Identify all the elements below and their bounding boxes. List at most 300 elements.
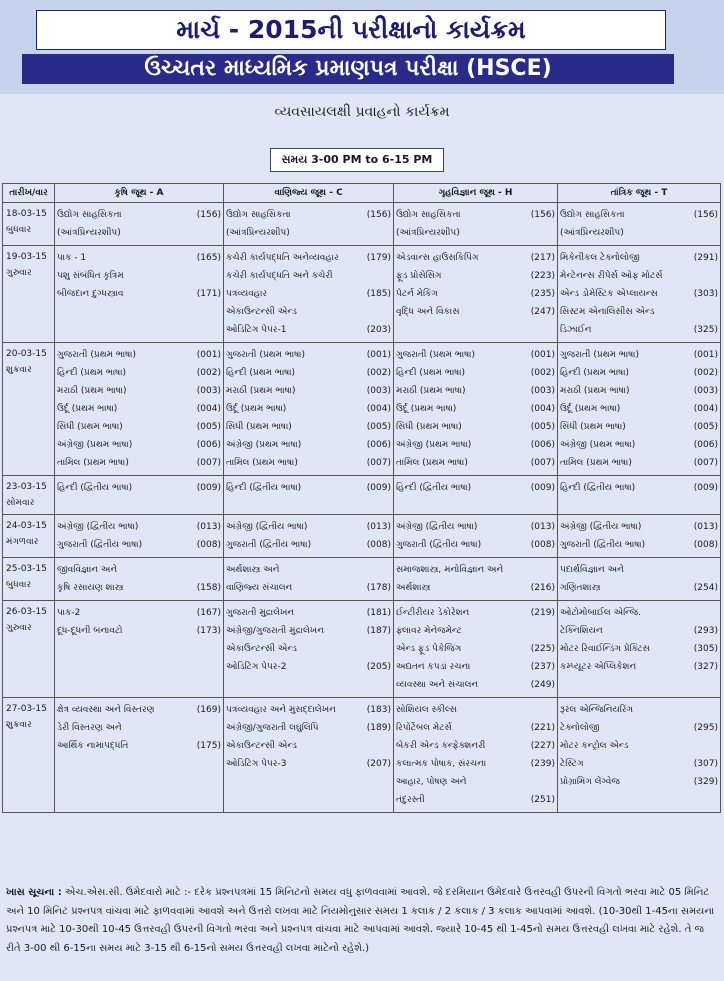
- table-row: [3, 203, 721, 246]
- time-box: સમય 3-00 PM to 6-15 PM: [270, 148, 444, 172]
- subject-line: [226, 224, 391, 242]
- exam-date: 19-03-15: [6, 252, 47, 262]
- subject-code: (156): [530, 210, 555, 220]
- schedule-table: [2, 183, 721, 813]
- page-subtitle: ઉચ્ચતર માધ્યમિક પ્રમાણપત્ર પરીક્ષા (HSCE): [22, 54, 674, 84]
- subject-name: રિપોર્ટેબલ મેટર્સ: [396, 723, 452, 733]
- subject-line: [560, 206, 718, 224]
- subject-line: [560, 719, 718, 737]
- subject-line: [226, 206, 391, 224]
- subject-name: ક્ષેત્ર વ્યવસ્થા અને વિસ્તરણ: [57, 705, 155, 715]
- subject-code: [714, 737, 718, 755]
- group-c-cell: [224, 343, 394, 476]
- group-h-cell: [394, 476, 558, 515]
- subject-line: [226, 719, 391, 737]
- subject-code: (303): [693, 289, 718, 299]
- subject-name: ઉદ્યોગ સાહસિકતા: [560, 210, 625, 220]
- subject-code: [551, 701, 555, 719]
- subject-line: [396, 249, 555, 267]
- subject-line: [226, 382, 391, 400]
- subject-code: [714, 303, 718, 321]
- subject-name: ઉદ્યોગ સાહસિકતા: [57, 210, 122, 220]
- subject-line: [57, 737, 221, 755]
- subject-line: [226, 701, 391, 719]
- subject-line: [396, 400, 555, 418]
- notice-label: ખાસ સૂચના :: [6, 887, 62, 898]
- subject-name: ગુજરાતી (દ્વિતીય ભાષા): [57, 540, 143, 550]
- group-c-cell: [224, 246, 394, 343]
- subject-code: [551, 224, 555, 242]
- subject-line: [396, 773, 555, 791]
- subject-code: [551, 561, 555, 579]
- subject-code: (189): [366, 723, 391, 733]
- subject-code: (235): [530, 289, 555, 299]
- subject-name: દૂધ-દૂધની બનાવટો: [57, 626, 123, 636]
- subject-code: (004): [693, 404, 718, 414]
- subject-code: (225): [530, 644, 555, 654]
- subject-name: સોશિયલ સ્કીલ્સ: [396, 705, 457, 715]
- subject-line: [57, 622, 221, 640]
- subject-name: સમાજશાસ્ત્ર, મનોવિજ્ઞાન અને: [396, 565, 504, 575]
- subject-line: [560, 536, 718, 554]
- subject-code: (291): [693, 253, 718, 263]
- subject-code: (003): [366, 386, 391, 396]
- subject-code: (158): [196, 583, 221, 593]
- date-cell: [3, 343, 55, 476]
- subject-line: [226, 479, 391, 497]
- subject-name: અંગ્રેજી/ગુજરાતી મુદ્રાલેખન: [226, 626, 324, 636]
- subject-name: ટેક્નિશિયન: [560, 626, 603, 636]
- subject-line: [226, 755, 391, 773]
- subject-line: [396, 346, 555, 364]
- subject-line: [57, 285, 221, 303]
- subject-code: [387, 561, 391, 579]
- col-header-technical: તાંત્રિક જૂથ - T: [558, 184, 721, 203]
- subject-line: [396, 303, 555, 321]
- subject-code: (249): [530, 680, 555, 690]
- group-a-cell: [55, 558, 224, 601]
- subject-line: [396, 791, 555, 809]
- subject-name: એન્ડ ડોમેસ્ટિક એપ્લાયન્સ: [560, 289, 658, 299]
- table-header-row: [3, 184, 721, 203]
- subject-code: (254): [693, 583, 718, 593]
- subject-name: ઉર્દૂ (પ્રથમ ભાષા): [560, 404, 621, 414]
- subject-code: (005): [366, 422, 391, 432]
- subject-line: [226, 561, 391, 579]
- subject-code: (008): [530, 540, 555, 550]
- subject-name: અંગ્રેજી (દ્વિતીય ભાષા): [560, 522, 642, 532]
- subject-name: ગુજરાતી (દ્વિતીય ભાષા): [226, 540, 312, 550]
- subject-name: ઈન્ટીરીયર ડેકોરેશન: [396, 608, 470, 618]
- subject-name: ગુજરાતી (પ્રથમ ભાષા): [226, 350, 305, 360]
- subject-name: અંગ્રેજી (દ્વિતીય ભાષા): [396, 522, 478, 532]
- subject-line: [560, 267, 718, 285]
- subject-code: [714, 224, 718, 242]
- subject-name: ગુજરાતી (દ્વિતીય ભાષા): [560, 540, 646, 550]
- subject-name: (આંત્રપ્રિન્યરશીપ): [396, 228, 460, 238]
- subject-code: [714, 267, 718, 285]
- subject-code: (187): [366, 626, 391, 636]
- subject-code: (007): [196, 458, 221, 468]
- subject-line: [57, 206, 221, 224]
- subject-name: મરાઠી (પ્રથમ ભાષા): [226, 386, 296, 396]
- group-a-cell: [55, 246, 224, 343]
- subject-line: [560, 658, 718, 676]
- subject-name: અંગ્રેજી (પ્રથમ ભાષા): [396, 440, 472, 450]
- subject-code: (327): [693, 662, 718, 672]
- subject-line: [396, 285, 555, 303]
- subject-code: [551, 622, 555, 640]
- subject-line: [396, 479, 555, 497]
- subject-name: કચેરી કાર્યપદ્ધતિ અનેવ્યવહાર: [226, 253, 339, 263]
- subject-name: ઉર્દૂ (પ્રથમ ભાષા): [57, 404, 118, 414]
- subject-line: [560, 518, 718, 536]
- subject-line: [396, 737, 555, 755]
- subject-line: [57, 518, 221, 536]
- subject-name: એન્ડ ફૂડ પેકેજિંગ: [396, 644, 462, 654]
- subject-line: [226, 640, 391, 658]
- subject-code: (001): [693, 350, 718, 360]
- subject-code: (169): [196, 705, 221, 715]
- subject-line: [57, 579, 221, 597]
- subject-line: [396, 418, 555, 436]
- subject-code: (013): [530, 522, 555, 532]
- subject-name: ગુજરાતી (પ્રથમ ભાષા): [560, 350, 639, 360]
- group-c-cell: [224, 601, 394, 698]
- subject-name: બેકરી એન્ડ કન્ફેક્શનરી: [396, 741, 486, 751]
- subject-line: [57, 364, 221, 382]
- group-a-cell: [55, 203, 224, 246]
- subject-code: (001): [366, 350, 391, 360]
- subject-line: [560, 622, 718, 640]
- col-header-home-science: ગૃહવિજ્ઞાન જૂથ - H: [394, 184, 558, 203]
- subject-line: [396, 640, 555, 658]
- subject-code: (227): [530, 741, 555, 751]
- subject-code: [217, 719, 221, 737]
- subject-name: કમ્પ્યૂટર એપ્લિકેશન: [560, 662, 637, 672]
- subject-line: [560, 561, 718, 579]
- subject-code: (217): [530, 253, 555, 263]
- subject-line: [57, 479, 221, 497]
- date-cell: [3, 515, 55, 558]
- subject-line: [226, 737, 391, 755]
- subject-line: [396, 755, 555, 773]
- subject-code: (003): [530, 386, 555, 396]
- subject-name: અદ્યતન કપડાં રચના: [396, 662, 471, 672]
- exam-day: બુધવાર: [6, 225, 32, 235]
- subject-code: (002): [530, 368, 555, 378]
- subject-name: ઓટોમોબાઈલ એન્જિ.: [560, 608, 641, 618]
- subject-name: વ્યવસ્થા અને સંચાલન: [396, 680, 479, 690]
- subject-code: [387, 737, 391, 755]
- subject-line: [396, 658, 555, 676]
- subject-line: [57, 701, 221, 719]
- table-row: [3, 558, 721, 601]
- group-c-cell: [224, 476, 394, 515]
- subject-name: પદાર્થવિજ્ઞાન અને: [560, 565, 624, 575]
- group-c-cell: [224, 558, 394, 601]
- subject-name: સિંધી (પ્રથમ ભાષા): [560, 422, 626, 432]
- subject-code: (239): [530, 759, 555, 769]
- subject-line: [57, 719, 221, 737]
- subject-line: [57, 604, 221, 622]
- subject-line: [226, 579, 391, 597]
- subject-line: [560, 321, 718, 339]
- subject-line: [396, 267, 555, 285]
- subject-code: (325): [693, 325, 718, 335]
- subject-name: મરાઠી (પ્રથમ ભાષા): [560, 386, 630, 396]
- subject-line: [560, 436, 718, 454]
- subject-code: (307): [693, 759, 718, 769]
- subject-code: (156): [693, 210, 718, 220]
- subject-name: પેટર્ન મેકિંગ: [396, 289, 438, 299]
- subject-code: (329): [693, 777, 718, 787]
- table-row: [3, 343, 721, 476]
- subject-name: બીજદાન દુગ્ધસ્ત્રાવ: [57, 289, 124, 299]
- subject-name: ફૂડ પ્રોસેસિંગ: [396, 271, 442, 281]
- subject-name: હિન્દી (દ્વિતીય ભાષા): [560, 483, 636, 493]
- subject-code: (219): [530, 608, 555, 618]
- subject-name: અંગ્રેજી/ગુજરાતી લઘુલિપિ: [226, 723, 319, 733]
- table-row: [3, 246, 721, 343]
- subject-name: હિન્દી (પ્રથમ ભાષા): [57, 368, 127, 378]
- subject-code: (008): [196, 540, 221, 550]
- subject-line: [226, 454, 391, 472]
- subject-line: [560, 285, 718, 303]
- subject-code: (205): [366, 662, 391, 672]
- subject-line: [57, 418, 221, 436]
- subject-code: [387, 303, 391, 321]
- subject-code: (175): [196, 741, 221, 751]
- subject-code: (002): [693, 368, 718, 378]
- group-t-cell: [558, 203, 721, 246]
- exam-day: બુધવાર: [6, 580, 32, 590]
- date-cell: [3, 601, 55, 698]
- subject-name: એકાઉન્ટન્સી એન્ડ: [226, 741, 297, 751]
- subject-code: (251): [530, 795, 555, 805]
- subject-code: (005): [693, 422, 718, 432]
- subject-line: [396, 676, 555, 694]
- subject-name: ઓડિટિંગ પેપર-1: [226, 325, 287, 335]
- subject-line: [57, 454, 221, 472]
- subject-name: સિંધી (પ્રથમ ભાષા): [396, 422, 462, 432]
- subject-code: (007): [530, 458, 555, 468]
- subject-name: મરાઠી (પ્રથમ ભાષા): [396, 386, 466, 396]
- subject-code: [387, 640, 391, 658]
- subject-line: [396, 536, 555, 554]
- subject-line: [226, 436, 391, 454]
- subject-code: [387, 224, 391, 242]
- subject-code: (178): [366, 583, 391, 593]
- subject-name: વાણિજ્ય સંચાલન: [226, 583, 293, 593]
- subject-line: [57, 249, 221, 267]
- subject-code: (156): [196, 210, 221, 220]
- exam-day: મંગળવાર: [6, 537, 39, 547]
- subject-line: [560, 479, 718, 497]
- page-title: માર્ચ - 2015ની પરીક્ષાનો કાર્યક્રમ: [36, 10, 666, 50]
- subject-name: ફ્લાવર મેનેજમેન્ટ: [396, 626, 462, 636]
- subject-line: [226, 321, 391, 339]
- subject-name: ટેસ્ટિંગ: [560, 759, 584, 769]
- subject-line: [396, 382, 555, 400]
- col-header-date: તારીખ/વાર: [3, 184, 55, 203]
- schedule-panel: [0, 94, 724, 981]
- subject-line: [560, 382, 718, 400]
- subject-line: [226, 622, 391, 640]
- exam-day: સોમવાર: [6, 498, 35, 508]
- subject-line: [226, 346, 391, 364]
- subject-line: [396, 454, 555, 472]
- subject-code: (013): [196, 522, 221, 532]
- exam-date: 20-03-15: [6, 349, 47, 359]
- exam-day: શુક્રવાર: [6, 365, 32, 375]
- notice-text: એચ.એસ.સી. ઉમેદવારો માટે :- દરેક પ્રશ્નપત્રમાં 15 મિનિટનો સમય વધુ ફાળવવામાં આવશે. જે દરમિયાન ઉમેદવારે ઉત્તરવહી ઉપરની વિગતો ભરવા માટે 05 મિનિટ અને 10 મિનિટ પ્રશ્નપત્ર વાંચવા માટે ફાળવવામાં આવશે અને ઉત્તરો લખવા માટે નિયમોનુસાર સમય 1 કલાક / 2 કલાક / 3 કલાક આપવામાં આવશે. (10-30થી 1-45ના સમયના પ્રશ્નપત્ર માટે 10-30થી 10-45 ઉત્તરવહી ઉપરની વિગતો ભરવા અને પ્રશ્નપત્ર વાંચવા માટે આપવામાં આવશે. જ્યારે 10-45 થી 1-45નો સમય ઉત્તરવહી લખવા માટે રહેશે. તે જ રીતે 3-00 થી 6-15ના સમય માટે 3-15 થી 6-15નો સમય ઉત્તરવહી લખવા માટેનો રહેશે.): [6, 887, 715, 954]
- subject-code: (009): [366, 483, 391, 493]
- subject-code: (305): [693, 644, 718, 654]
- subject-name: પત્રવ્યવહાર અને મુસદ્દાલેખન: [226, 705, 336, 715]
- subject-line: [560, 303, 718, 321]
- group-t-cell: [558, 601, 721, 698]
- subject-name: (આંત્રપ્રિન્યરશીપ): [560, 228, 624, 238]
- date-cell: [3, 698, 55, 813]
- subject-code: (008): [366, 540, 391, 550]
- subject-line: [226, 518, 391, 536]
- subject-line: [226, 303, 391, 321]
- exam-day: શુક્રવાર: [6, 720, 32, 730]
- exam-date: 26-03-15: [6, 607, 47, 617]
- exam-date: 27-03-15: [6, 704, 47, 714]
- subject-code: (006): [530, 440, 555, 450]
- subject-line: [560, 579, 718, 597]
- subject-line: [226, 400, 391, 418]
- subject-name: (આંત્રપ્રિન્યરશીપ): [57, 228, 121, 238]
- group-c-cell: [224, 203, 394, 246]
- subject-line: [396, 719, 555, 737]
- subject-name: કલાત્મક પોષાક, સંરચના: [396, 759, 487, 769]
- subject-line: [226, 658, 391, 676]
- subject-line: [396, 224, 555, 242]
- table-row: [3, 515, 721, 558]
- subject-name: હિન્દી (પ્રથમ ભાષા): [226, 368, 296, 378]
- col-header-agriculture: કૃષિ જૂથ - A: [55, 184, 224, 203]
- group-t-cell: [558, 343, 721, 476]
- subject-name: વૃદ્ધિ અને વિકાસ: [396, 307, 460, 317]
- subject-code: (007): [693, 458, 718, 468]
- subject-code: (221): [530, 723, 555, 733]
- subject-name: રૂરલ એન્જિનિયરિંગ: [560, 705, 634, 715]
- subject-name: હિન્દી (દ્વિતીય ભાષા): [57, 483, 133, 493]
- subject-name: એકાઉન્ટન્સી એન્ડ: [226, 307, 297, 317]
- exam-day: ગુરુવાર: [6, 268, 32, 278]
- exam-day: ગુરુવાર: [6, 623, 32, 633]
- subject-name: જીવવિજ્ઞાન અને: [57, 565, 118, 575]
- subject-code: (006): [196, 440, 221, 450]
- subject-code: (293): [693, 626, 718, 636]
- subject-line: [396, 701, 555, 719]
- subject-code: (006): [693, 440, 718, 450]
- subject-line: [226, 249, 391, 267]
- subject-line: [396, 436, 555, 454]
- subject-line: [396, 579, 555, 597]
- subject-name: સિસ્ટમ એનાલિસીસ એન્ડ: [560, 307, 655, 317]
- subject-code: [217, 224, 221, 242]
- subject-code: (005): [196, 422, 221, 432]
- group-t-cell: [558, 558, 721, 601]
- subject-code: (203): [366, 325, 391, 335]
- subject-name: મોટર કન્ટ્રોલ એન્ડ: [560, 741, 629, 751]
- subject-name: તામિલ (પ્રથમ ભાષા): [560, 458, 632, 468]
- subject-name: હિન્દી (દ્વિતીય ભાષા): [396, 483, 472, 493]
- subject-name: અર્થશાસ્ત્ર અને: [226, 565, 280, 575]
- group-h-cell: [394, 558, 558, 601]
- exam-date: 24-03-15: [6, 521, 47, 531]
- subject-line: [560, 249, 718, 267]
- subject-line: [560, 737, 718, 755]
- subject-name: તામિલ (પ્રથમ ભાષા): [396, 458, 468, 468]
- group-c-cell: [224, 698, 394, 813]
- group-a-cell: [55, 476, 224, 515]
- subject-line: [57, 436, 221, 454]
- exam-date: 18-03-15: [6, 209, 47, 219]
- group-h-cell: [394, 601, 558, 698]
- subject-code: (165): [196, 253, 221, 263]
- section-title: વ્યવસાયલક્ષી પ્રવાહનો કાર્યક્રમ: [274, 104, 450, 120]
- subject-name: પશુ સંબંધિત કૃત્રિમ: [57, 271, 124, 281]
- subject-code: (004): [530, 404, 555, 414]
- subject-code: (295): [693, 723, 718, 733]
- exam-date: 25-03-15: [6, 564, 47, 574]
- subject-line: [560, 773, 718, 791]
- group-h-cell: [394, 515, 558, 558]
- group-h-cell: [394, 203, 558, 246]
- subject-code: (009): [196, 483, 221, 493]
- subject-code: (223): [530, 271, 555, 281]
- subject-code: (013): [693, 522, 718, 532]
- subject-name: અંગ્રેજી (પ્રથમ ભાષા): [57, 440, 133, 450]
- subject-name: એકાઉન્ટન્સી એન્ડ: [226, 644, 297, 654]
- subject-name: ઓડિટિંગ પેપર-2: [226, 662, 287, 672]
- subject-name: તંદુરસ્તી: [396, 795, 425, 805]
- date-cell: [3, 246, 55, 343]
- subject-line: [57, 561, 221, 579]
- subject-name: ડિઝાઈન: [560, 325, 592, 335]
- subject-line: [560, 400, 718, 418]
- subject-name: હિન્દી (દ્વિતીય ભાષા): [226, 483, 302, 493]
- subject-code: (183): [366, 705, 391, 715]
- subject-name: ઉર્દૂ (પ્રથમ ભાષા): [396, 404, 457, 414]
- subject-name: અર્થશાસ્ત્ર: [396, 583, 431, 593]
- subject-line: [560, 346, 718, 364]
- subject-name: મરાઠી (પ્રથમ ભાષા): [57, 386, 127, 396]
- table-row: [3, 476, 721, 515]
- subject-code: (001): [530, 350, 555, 360]
- group-a-cell: [55, 698, 224, 813]
- group-a-cell: [55, 515, 224, 558]
- subject-code: (171): [196, 289, 221, 299]
- date-cell: [3, 203, 55, 246]
- group-t-cell: [558, 246, 721, 343]
- subject-name: અંગ્રેજી (દ્વિતીય ભાષા): [57, 522, 139, 532]
- date-cell: [3, 476, 55, 515]
- group-c-cell: [224, 515, 394, 558]
- subject-code: (008): [693, 540, 718, 550]
- subject-line: [226, 364, 391, 382]
- subject-code: (007): [366, 458, 391, 468]
- subject-name: સિંધી (પ્રથમ ભાષા): [226, 422, 292, 432]
- subject-line: [560, 418, 718, 436]
- subject-code: [714, 604, 718, 622]
- subject-code: (247): [530, 307, 555, 317]
